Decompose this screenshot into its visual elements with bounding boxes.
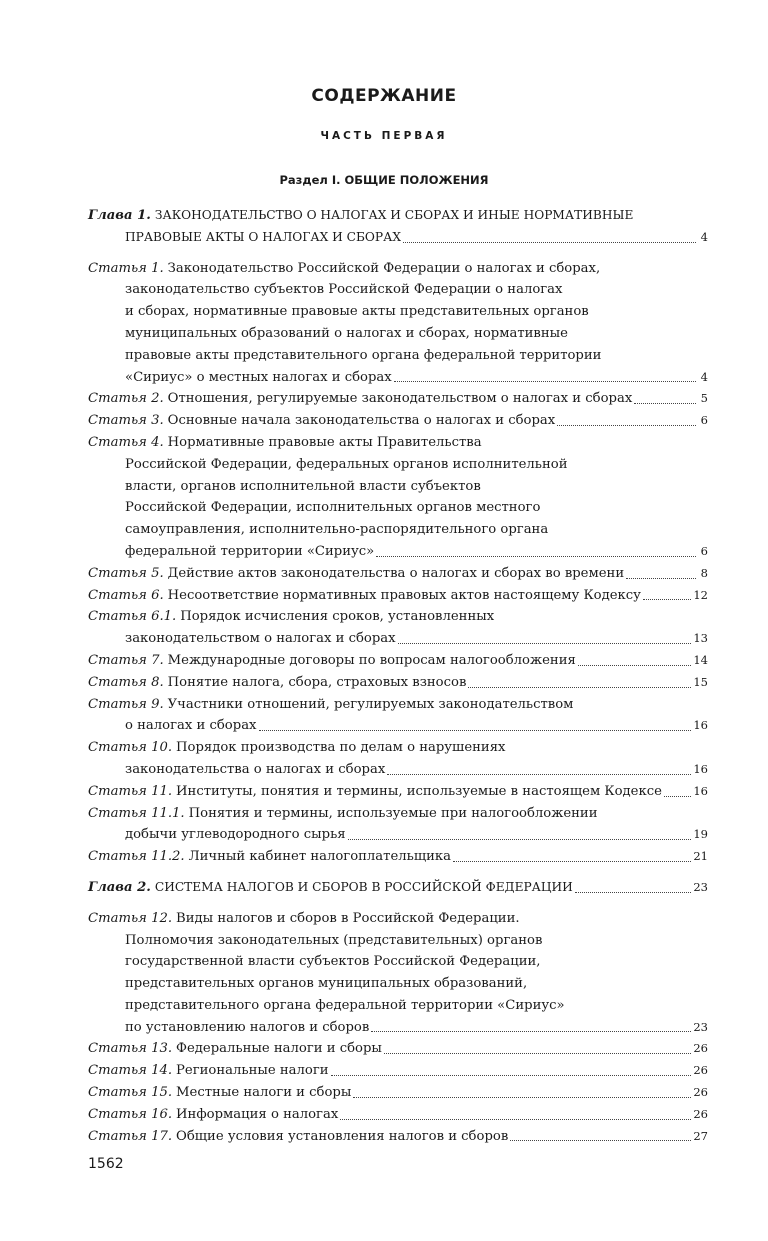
toc-line — [88, 227, 708, 249]
dot-leader — [510, 1126, 691, 1142]
entry-label: Статья 6.1. — [88, 609, 177, 625]
entry-title-line: Понятия и термины, используемые при налогообложении — [188, 805, 598, 821]
dot-leader — [643, 585, 691, 601]
toc-line — [88, 650, 708, 672]
toc-line — [88, 1082, 708, 1104]
entry-title-line: Институты, понятия и термины, используемые в настоящем Кодексе — [176, 783, 662, 799]
toc-line — [88, 973, 708, 995]
entry-page-number: 19 — [693, 827, 708, 842]
toc-line — [88, 205, 708, 227]
toc-article-entry[interactable] — [88, 737, 708, 781]
toc-article-entry[interactable] — [88, 1060, 708, 1082]
dot-leader — [331, 1060, 692, 1076]
toc-line — [88, 497, 708, 519]
toc-line — [88, 606, 708, 628]
toc-article-entry[interactable] — [88, 1082, 708, 1104]
toc-line — [88, 279, 708, 301]
entry-page-number: 5 — [700, 391, 708, 406]
entry-page-number: 26 — [693, 1041, 708, 1056]
entry-title-line: законодательством о налогах и сборах — [125, 631, 396, 647]
entry-page-number: 15 — [693, 674, 708, 689]
entry-label: Глава 1. — [88, 208, 151, 223]
toc-article-entry[interactable] — [88, 694, 708, 738]
dot-leader — [259, 715, 692, 731]
entry-label: Статья 11.1. — [88, 805, 185, 821]
entry-title-line: Личный кабинет налогоплательщика — [188, 849, 451, 865]
entry-page-number: 26 — [693, 1106, 708, 1121]
contents-title: СОДЕРЖАНИЕ — [311, 86, 457, 106]
toc-line — [88, 454, 708, 476]
entry-title-line: самоуправления, исполнительно-распорядительного органа — [125, 522, 549, 538]
toc-line — [88, 781, 708, 803]
dot-leader — [403, 227, 696, 243]
entry-title-line: Общие условия установления налогов и сборов — [176, 1128, 509, 1144]
entry-title-line: Федеральные налоги и сборы — [176, 1041, 382, 1057]
entry-page-number: 21 — [693, 849, 708, 864]
entry-title-line: о налогах и сборах — [125, 718, 257, 734]
entry-page-number: 16 — [693, 718, 708, 733]
entry-title-line: Информация о налогах — [176, 1106, 339, 1122]
entry-title-line: Действие актов законодательства о налогах и сборах во времени — [167, 565, 625, 581]
toc-line — [88, 951, 708, 973]
toc-line — [88, 1038, 708, 1060]
entry-title-line: Российской Федерации, исполнительных органов местного — [125, 500, 541, 516]
entry-title-line: законодательство субъектов Российской Федерации о налогах — [125, 282, 563, 298]
entry-title-line: Полномочия законодательных (представительных) органов — [125, 932, 543, 948]
toc-article-entry[interactable] — [88, 803, 708, 847]
entry-label: Статья 5. — [88, 565, 164, 581]
dot-leader — [453, 846, 691, 862]
toc-line — [88, 628, 708, 650]
toc-line — [88, 846, 708, 868]
toc-line — [88, 1017, 708, 1039]
dot-leader — [371, 1017, 691, 1033]
entry-title-line: представительного органа федеральной территории «Сириус» — [125, 997, 565, 1013]
toc-line — [88, 1126, 708, 1148]
entry-label: Статья 15. — [88, 1085, 173, 1101]
entry-page-number: 4 — [700, 369, 708, 384]
toc-article-entry[interactable] — [88, 781, 708, 803]
entry-title-line: Участники отношений, регулируемых законодательством — [167, 696, 574, 712]
dot-leader — [348, 824, 692, 840]
toc-line — [88, 715, 708, 737]
toc-line — [88, 759, 708, 781]
entry-label: Статья 14. — [88, 1063, 173, 1079]
dot-leader — [387, 759, 691, 775]
entry-title-line: ПРАВОВЫЕ АКТЫ О НАЛОГАХ И СБОРАХ — [125, 229, 401, 244]
entry-title-line: Российской Федерации, федеральных органов исполнительной — [125, 456, 568, 472]
dot-leader — [578, 650, 692, 666]
entry-title-line: СИСТЕМА НАЛОГОВ И СБОРОВ В РОССИЙСКОЙ ФЕДЕРАЦИИ — [154, 879, 573, 894]
toc-line — [88, 258, 708, 280]
entry-label: Статья 7. — [88, 652, 164, 668]
toc-line — [88, 803, 708, 825]
entry-label: Статья 1. — [88, 260, 164, 276]
toc-article-entry[interactable] — [88, 563, 708, 585]
toc-line — [88, 694, 708, 716]
toc-article-entry[interactable] — [88, 908, 708, 1039]
toc-article-entry[interactable] — [88, 606, 708, 650]
dot-leader — [468, 672, 691, 688]
dot-leader — [384, 1038, 691, 1054]
toc-line — [88, 541, 708, 563]
entry-title-line: федеральной территории «Сириус» — [125, 543, 375, 559]
toc-line — [88, 824, 708, 846]
entry-title-line: Региональные налоги — [176, 1063, 329, 1079]
entry-title-line: государственной власти субъектов Российской Федерации, — [125, 954, 541, 970]
toc-line — [88, 388, 708, 410]
entry-page-number: 13 — [693, 631, 708, 646]
entry-title-line: Порядок исчисления сроков, установленных — [180, 609, 495, 625]
toc-article-entry[interactable] — [88, 846, 708, 868]
dot-leader — [340, 1104, 691, 1120]
entry-label: Статья 13. — [88, 1041, 173, 1057]
toc-line — [88, 930, 708, 952]
entry-title-line: законодательства о налогах и сборах — [125, 761, 386, 777]
toc-line — [88, 301, 708, 323]
toc-line — [88, 1104, 708, 1126]
toc-line — [88, 737, 708, 759]
entry-title-line: Порядок производства по делам о нарушениях — [176, 740, 506, 756]
entry-title-line: Понятие налога, сбора, страховых взносов — [167, 674, 467, 690]
entry-page-number: 4 — [700, 229, 708, 244]
entry-page-number: 27 — [693, 1128, 708, 1143]
toc-article-entry[interactable] — [88, 410, 708, 432]
toc-chapter-entry[interactable] — [88, 205, 708, 249]
entry-label: Статья 8. — [88, 674, 164, 690]
dot-leader — [353, 1082, 691, 1098]
entry-label: Статья 12. — [88, 910, 173, 926]
toc-line — [88, 563, 708, 585]
entry-label: Статья 3. — [88, 413, 164, 429]
entry-label: Статья 11.2. — [88, 849, 185, 865]
entry-label: Статья 11. — [88, 783, 173, 799]
part-heading: ЧАСТЬ ПЕРВАЯ — [320, 130, 448, 142]
entry-title-line: муниципальных образований о налогах и сборах, нормативные — [125, 325, 568, 341]
entry-title-line: Несоответствие нормативных правовых актов настоящему Кодексу — [167, 587, 641, 603]
entry-page-number: 8 — [700, 565, 708, 580]
toc-line — [88, 995, 708, 1017]
entry-page-number: 23 — [693, 879, 708, 894]
entry-title-line: Нормативные правовые акты Правительства — [167, 434, 482, 450]
toc-article-entry[interactable] — [88, 388, 708, 410]
toc-line — [88, 323, 708, 345]
toc-line — [88, 410, 708, 432]
dot-leader — [557, 410, 696, 426]
toc-line — [88, 877, 708, 899]
entry-title-line: Законодательство Российской Федерации о налогах и сборах, — [167, 260, 601, 276]
entry-title-line: по установлению налогов и сборов — [125, 1019, 370, 1035]
entry-label: Статья 4. — [88, 434, 164, 450]
toc-line — [88, 476, 708, 498]
toc-line — [88, 585, 708, 607]
section-heading: Раздел I. ОБЩИЕ ПОЛОЖЕНИЯ — [279, 173, 489, 187]
toc-article-entry[interactable] — [88, 672, 708, 694]
entry-title-line: Виды налогов и сборов в Российской Федерации. — [176, 910, 520, 926]
entry-title-line: Международные договоры по вопросам налогообложения — [167, 652, 576, 668]
toc-article-entry[interactable] — [88, 650, 708, 672]
dot-leader — [575, 877, 692, 893]
toc-article-entry[interactable] — [88, 585, 708, 607]
toc-article-entry[interactable] — [88, 1104, 708, 1126]
toc-line — [88, 432, 708, 454]
entry-page-number: 23 — [693, 1019, 708, 1034]
entry-title-line: и сборах, нормативные правовые акты представительных органов — [125, 304, 589, 320]
entry-page-number: 16 — [693, 783, 708, 798]
entry-title-line: правовые акты представительного органа федеральной территории — [125, 347, 602, 363]
dot-leader — [394, 367, 696, 383]
entry-label: Глава 2. — [88, 879, 151, 895]
dot-leader — [376, 541, 696, 557]
toc-line — [88, 345, 708, 367]
toc-article-entry[interactable] — [88, 258, 708, 389]
entry-label: Статья 2. — [88, 391, 164, 407]
dot-leader — [626, 563, 696, 579]
toc-line — [88, 367, 708, 389]
entry-page-number: 26 — [693, 1085, 708, 1100]
entry-title-line: ЗАКОНОДАТЕЛЬСТВО О НАЛОГАХ И СБОРАХ И ИНЫЕ НОРМАТИВНЫЕ — [154, 208, 634, 222]
entry-title-line: добычи углеводородного сырья — [125, 827, 346, 843]
entry-title-line: власти, органов исполнительной власти субъектов — [125, 478, 481, 494]
entry-label: Статья 10. — [88, 740, 173, 756]
entry-page-number: 12 — [693, 587, 708, 602]
toc-article-entry[interactable] — [88, 1038, 708, 1060]
entry-title-line: Отношения, регулируемые законодательством о налогах и сборах — [167, 391, 633, 407]
entry-title-line: Основные начала законодательства о налогах и сборах — [167, 413, 556, 429]
dot-leader — [634, 388, 696, 404]
entry-title-line: представительных органов муниципальных образований, — [125, 976, 528, 992]
table-of-contents — [88, 205, 708, 1147]
dot-leader — [398, 628, 692, 644]
entry-page-number: 6 — [700, 413, 708, 428]
toc-line — [88, 672, 708, 694]
toc-chapter-entry[interactable] — [88, 877, 708, 899]
toc-line — [88, 908, 708, 930]
entry-label: Статья 9. — [88, 696, 164, 712]
entry-label: Статья 6. — [88, 587, 164, 603]
toc-article-entry[interactable] — [88, 432, 708, 563]
entry-page-number: 14 — [693, 652, 708, 667]
entry-page-number: 16 — [693, 761, 708, 776]
entry-page-number: 26 — [693, 1063, 708, 1078]
toc-article-entry[interactable] — [88, 1126, 708, 1148]
toc-line — [88, 519, 708, 541]
dot-leader — [664, 781, 691, 797]
page-number: 1562 — [88, 1156, 124, 1172]
entry-title-line: «Сириус» о местных налогах и сборах — [125, 369, 392, 385]
entry-page-number: 6 — [700, 543, 708, 558]
entry-label: Статья 16. — [88, 1106, 173, 1122]
toc-line — [88, 1060, 708, 1082]
entry-label: Статья 17. — [88, 1128, 173, 1144]
entry-title-line: Местные налоги и сборы — [176, 1085, 352, 1101]
